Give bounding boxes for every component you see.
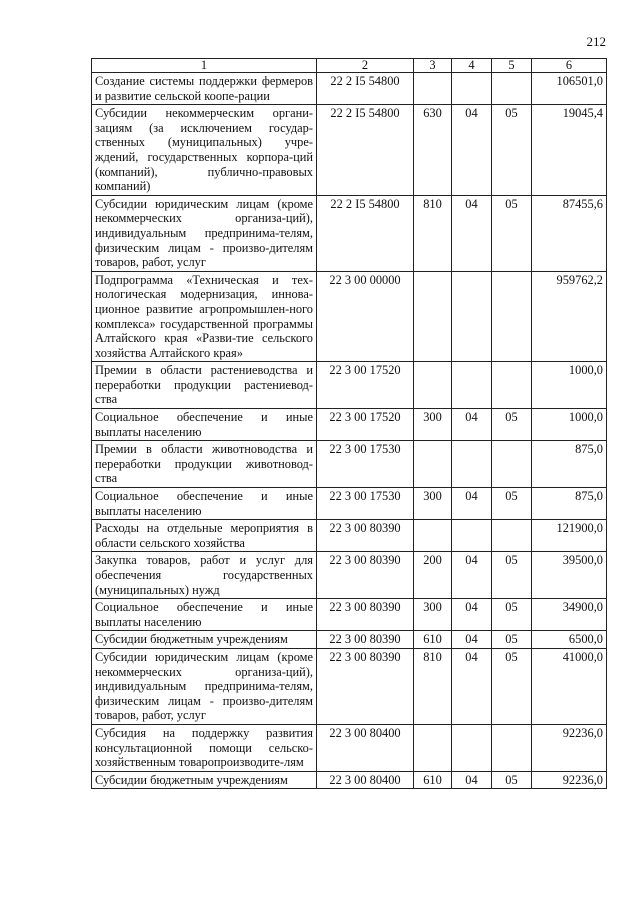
header-cell-3: 3 bbox=[414, 59, 452, 73]
row-expense-type-cell: 300 bbox=[414, 488, 452, 520]
row-amount-cell: 92236,0 bbox=[532, 724, 607, 771]
row-subsection-cell bbox=[492, 73, 532, 105]
row-expense-type-cell bbox=[414, 520, 452, 552]
row-subsection-cell: 05 bbox=[492, 648, 532, 724]
row-amount-cell: 34900,0 bbox=[532, 599, 607, 631]
table-row bbox=[92, 488, 607, 520]
row-expense-type-cell: 810 bbox=[414, 648, 452, 724]
row-expense-type-cell: 610 bbox=[414, 631, 452, 649]
row-code-cell: 22 3 00 17530 bbox=[317, 488, 414, 520]
row-expense-type-cell: 610 bbox=[414, 771, 452, 789]
table-header-row bbox=[92, 59, 607, 73]
row-section-cell: 04 bbox=[452, 195, 492, 271]
table-row bbox=[92, 271, 607, 362]
row-name-cell: Социальное обеспечение и иные выплаты населению bbox=[92, 409, 317, 441]
header-cell-2: 2 bbox=[317, 59, 414, 73]
row-subsection-cell bbox=[492, 441, 532, 488]
row-section-cell: 04 bbox=[452, 552, 492, 599]
row-code-cell: 22 3 00 17520 bbox=[317, 362, 414, 409]
table-row bbox=[92, 724, 607, 771]
table-row bbox=[92, 552, 607, 599]
row-code-cell: 22 3 00 80400 bbox=[317, 771, 414, 789]
row-code-cell: 22 3 00 17530 bbox=[317, 441, 414, 488]
header-cell-4: 4 bbox=[452, 59, 492, 73]
table-row bbox=[92, 195, 607, 271]
row-code-cell: 22 3 00 80390 bbox=[317, 648, 414, 724]
budget-table bbox=[91, 58, 607, 789]
row-section-cell: 04 bbox=[452, 631, 492, 649]
row-name-cell: Субсидии бюджетным учреждениям bbox=[92, 771, 317, 789]
row-code-cell: 22 3 00 17520 bbox=[317, 409, 414, 441]
header-cell-5: 5 bbox=[492, 59, 532, 73]
row-name-cell: Расходы на отдельные мероприятия в области сельского хозяйства bbox=[92, 520, 317, 552]
table-row bbox=[92, 362, 607, 409]
row-name-cell: Субсидии некоммерческим органи-зациям (за исключением государ-ственных (муниципальных) учре-ждений, государственных корпора-ций (компаний), публично-правовых компаний) bbox=[92, 105, 317, 196]
header-cell-1: 1 bbox=[92, 59, 317, 73]
row-section-cell: 04 bbox=[452, 488, 492, 520]
row-section-cell: 04 bbox=[452, 409, 492, 441]
table-row bbox=[92, 73, 607, 105]
row-name-cell: Субсидии юридическим лицам (кроме некоммерческих организа-ций), индивидуальным предпринима-телям, физическим лицам - произво-дителям товаров, работ, услуг bbox=[92, 195, 317, 271]
row-subsection-cell: 05 bbox=[492, 552, 532, 599]
row-name-cell: Премии в области животноводства и переработки продукции животновод-ства bbox=[92, 441, 317, 488]
row-code-cell: 22 2 I5 54800 bbox=[317, 73, 414, 105]
row-subsection-cell bbox=[492, 271, 532, 362]
row-name-cell: Создание системы поддержки фермеров и развитие сельской коопе-рации bbox=[92, 73, 317, 105]
row-name-cell: Субсидии бюджетным учреждениям bbox=[92, 631, 317, 649]
row-section-cell bbox=[452, 271, 492, 362]
row-expense-type-cell bbox=[414, 441, 452, 488]
row-section-cell: 04 bbox=[452, 599, 492, 631]
row-section-cell bbox=[452, 362, 492, 409]
table-row bbox=[92, 599, 607, 631]
table-row bbox=[92, 105, 607, 196]
table-row bbox=[92, 771, 607, 789]
row-expense-type-cell bbox=[414, 271, 452, 362]
table-row bbox=[92, 441, 607, 488]
row-amount-cell: 87455,6 bbox=[532, 195, 607, 271]
row-name-cell: Закупка товаров, работ и услуг для обеспечения государственных (муниципальных) нужд bbox=[92, 552, 317, 599]
table-body bbox=[92, 73, 607, 789]
row-expense-type-cell: 200 bbox=[414, 552, 452, 599]
row-code-cell: 22 3 00 80390 bbox=[317, 552, 414, 599]
row-name-cell: Субсидия на поддержку развития консультационной помощи сельско-хозяйственным товаропроизводите-лям bbox=[92, 724, 317, 771]
row-expense-type-cell bbox=[414, 724, 452, 771]
row-amount-cell: 959762,2 bbox=[532, 271, 607, 362]
row-subsection-cell: 05 bbox=[492, 488, 532, 520]
row-subsection-cell: 05 bbox=[492, 105, 532, 196]
row-subsection-cell: 05 bbox=[492, 195, 532, 271]
table-row bbox=[92, 631, 607, 649]
page-number: 212 bbox=[586, 34, 606, 49]
row-section-cell: 04 bbox=[452, 771, 492, 789]
row-name-cell: Субсидии юридическим лицам (кроме некоммерческих организа-ций), индивидуальным предпринима-телям, физическим лицам - произво-дителям товаров, работ, услуг bbox=[92, 648, 317, 724]
row-amount-cell: 19045,4 bbox=[532, 105, 607, 196]
row-expense-type-cell bbox=[414, 362, 452, 409]
row-amount-cell: 875,0 bbox=[532, 441, 607, 488]
row-name-cell: Премии в области растениеводства и переработки продукции растениевод-ства bbox=[92, 362, 317, 409]
row-name-cell: Подпрограмма «Техническая и тех-нологическая модернизация, иннова-ционное развитие агропромышлен-ного комплекса» государственной программы Алтайского края «Разви-тие сельского хозяйства Алтайского края» bbox=[92, 271, 317, 362]
row-subsection-cell: 05 bbox=[492, 631, 532, 649]
row-code-cell: 22 2 I5 54800 bbox=[317, 105, 414, 196]
row-section-cell bbox=[452, 520, 492, 552]
row-code-cell: 22 3 00 80390 bbox=[317, 520, 414, 552]
row-subsection-cell: 05 bbox=[492, 771, 532, 789]
table-row bbox=[92, 520, 607, 552]
row-amount-cell: 106501,0 bbox=[532, 73, 607, 105]
row-amount-cell: 875,0 bbox=[532, 488, 607, 520]
row-amount-cell: 41000,0 bbox=[532, 648, 607, 724]
row-section-cell: 04 bbox=[452, 105, 492, 196]
row-expense-type-cell: 300 bbox=[414, 599, 452, 631]
row-subsection-cell bbox=[492, 520, 532, 552]
row-subsection-cell bbox=[492, 362, 532, 409]
row-amount-cell: 39500,0 bbox=[532, 552, 607, 599]
row-name-cell: Социальное обеспечение и иные выплаты населению bbox=[92, 488, 317, 520]
row-subsection-cell bbox=[492, 724, 532, 771]
row-section-cell bbox=[452, 441, 492, 488]
row-subsection-cell: 05 bbox=[492, 409, 532, 441]
table-row bbox=[92, 648, 607, 724]
table-row bbox=[92, 409, 607, 441]
row-code-cell: 22 3 00 80400 bbox=[317, 724, 414, 771]
row-amount-cell: 121900,0 bbox=[532, 520, 607, 552]
row-amount-cell: 1000,0 bbox=[532, 362, 607, 409]
row-expense-type-cell: 810 bbox=[414, 195, 452, 271]
row-code-cell: 22 2 I5 54800 bbox=[317, 195, 414, 271]
row-section-cell: 04 bbox=[452, 648, 492, 724]
row-amount-cell: 92236,0 bbox=[532, 771, 607, 789]
row-code-cell: 22 3 00 80390 bbox=[317, 631, 414, 649]
row-expense-type-cell: 630 bbox=[414, 105, 452, 196]
row-code-cell: 22 3 00 80390 bbox=[317, 599, 414, 631]
row-amount-cell: 1000,0 bbox=[532, 409, 607, 441]
header-cell-6: 6 bbox=[532, 59, 607, 73]
row-expense-type-cell: 300 bbox=[414, 409, 452, 441]
row-amount-cell: 6500,0 bbox=[532, 631, 607, 649]
row-section-cell bbox=[452, 73, 492, 105]
row-section-cell bbox=[452, 724, 492, 771]
row-name-cell: Социальное обеспечение и иные выплаты населению bbox=[92, 599, 317, 631]
row-expense-type-cell bbox=[414, 73, 452, 105]
row-subsection-cell: 05 bbox=[492, 599, 532, 631]
row-code-cell: 22 3 00 00000 bbox=[317, 271, 414, 362]
